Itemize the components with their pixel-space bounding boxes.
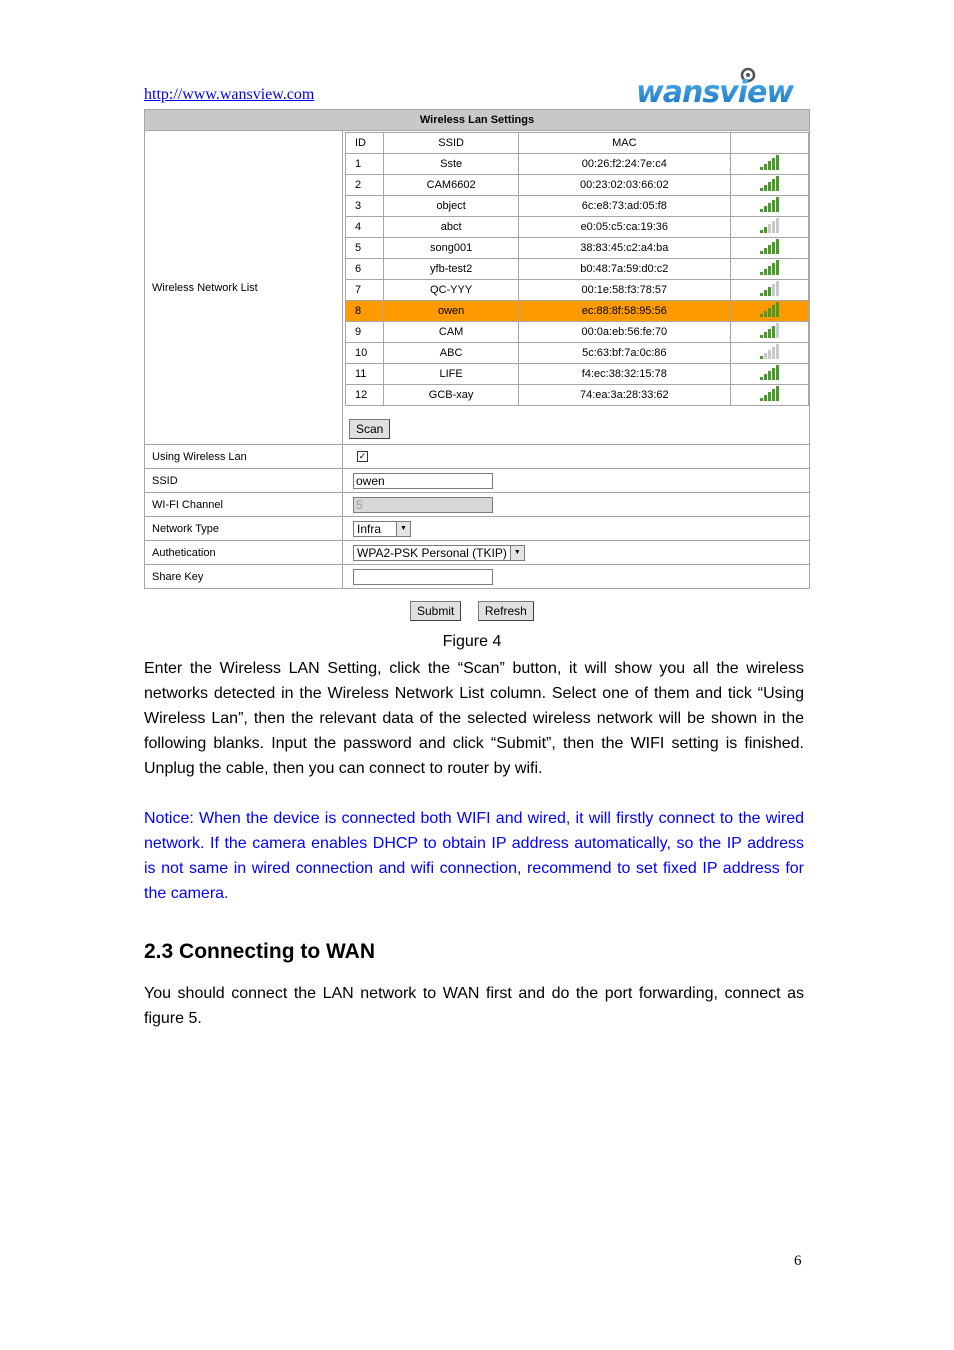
share-key-input[interactable]: [353, 569, 493, 585]
ssid-input[interactable]: [353, 473, 493, 489]
network-row[interactable]: [346, 175, 809, 196]
signal-bar: [772, 263, 775, 275]
signal-bar: [772, 389, 775, 401]
signal-bar: [760, 209, 763, 212]
chevron-down-icon[interactable]: ▼: [396, 522, 410, 536]
network-id: 9: [346, 322, 384, 343]
share-key-label: Share Key: [145, 565, 343, 589]
network-id: 12: [346, 385, 384, 406]
signal-bar: [772, 221, 775, 233]
network-id: 5: [346, 238, 384, 259]
signal-bar: [764, 332, 767, 338]
network-mac: 00:0a:eb:56:fe:70: [518, 322, 730, 343]
network-mac: ec:88:8f:58:95:56: [518, 301, 730, 322]
signal-bar: [760, 230, 763, 233]
signal-bar: [776, 323, 779, 338]
network-id: 2: [346, 175, 384, 196]
signal-bar: [776, 386, 779, 401]
column-header-ssid: SSID: [384, 133, 518, 154]
wireless-network-table: [345, 132, 809, 406]
network-type-label: Network Type: [145, 517, 343, 541]
network-type-value: Infra: [357, 521, 382, 536]
signal-bar: [772, 200, 775, 212]
authentication-select[interactable]: [353, 545, 525, 561]
signal-bar: [768, 329, 771, 338]
network-row[interactable]: [346, 343, 809, 364]
signal-bar: [776, 239, 779, 254]
network-ssid: ABC: [384, 343, 518, 364]
signal-bar: [768, 392, 771, 401]
signal-bar: [764, 164, 767, 170]
network-row[interactable]: [346, 196, 809, 217]
form-actions: [410, 601, 546, 621]
refresh-button[interactable]: Refresh: [478, 601, 534, 621]
signal-bar: [772, 284, 775, 296]
signal-bar: [768, 203, 771, 212]
signal-bar: [760, 314, 763, 317]
signal-bar: [764, 227, 767, 233]
signal-strength-icon: [760, 197, 779, 212]
network-id: 1: [346, 154, 384, 175]
network-ssid: song001: [384, 238, 518, 259]
signal-bar: [776, 281, 779, 296]
wan-paragraph: You should connect the LAN network to WAN first and do the port forwarding, connect as figure 5.: [144, 985, 804, 1027]
signal-strength-icon: [760, 323, 779, 338]
signal-bar: [760, 398, 763, 401]
network-mac: e0:05:c5:ca:19:36: [518, 217, 730, 238]
column-header-signal: [730, 133, 808, 154]
network-id: 3: [346, 196, 384, 217]
signal-strength-icon: [760, 281, 779, 296]
signal-bar: [768, 245, 771, 254]
signal-bar: [760, 251, 763, 254]
signal-bar: [768, 308, 771, 317]
signal-bar: [772, 347, 775, 359]
signal-bar: [764, 395, 767, 401]
page-number: 6: [794, 1253, 802, 1269]
signal-bar: [764, 206, 767, 212]
figure-caption: Figure 4: [442, 633, 502, 650]
network-id: 10: [346, 343, 384, 364]
network-ssid: QC-YYY: [384, 280, 518, 301]
chevron-down-icon[interactable]: ▼: [510, 546, 524, 560]
signal-bar: [776, 176, 779, 191]
signal-bar: [772, 368, 775, 380]
network-mac: 00:23:02:03:66:02: [518, 175, 730, 196]
panel-title: Wireless Lan Settings: [145, 110, 810, 131]
wireless-network-list-cell: [343, 131, 810, 445]
network-row[interactable]: [346, 238, 809, 259]
network-mac: 00:1e:58:f3:78:57: [518, 280, 730, 301]
signal-bar: [764, 185, 767, 191]
signal-strength-icon: [760, 386, 779, 401]
signal-strength-icon: [760, 260, 779, 275]
network-id: 6: [346, 259, 384, 280]
authentication-label: Authetication: [145, 541, 343, 565]
signal-bar: [776, 344, 779, 359]
signal-strength-icon: [760, 239, 779, 254]
signal-bar: [776, 155, 779, 170]
signal-bar: [772, 242, 775, 254]
network-ssid: CAM6602: [384, 175, 518, 196]
network-row[interactable]: [346, 364, 809, 385]
signal-bar: [764, 269, 767, 275]
network-id: 4: [346, 217, 384, 238]
signal-bar: [776, 302, 779, 317]
signal-bar: [764, 248, 767, 254]
network-ssid: abct: [384, 217, 518, 238]
network-row[interactable]: [346, 301, 809, 322]
ssid-label: SSID: [145, 469, 343, 493]
network-id: 7: [346, 280, 384, 301]
scan-button[interactable]: Scan: [349, 419, 390, 439]
signal-bar: [760, 272, 763, 275]
signal-bar: [772, 179, 775, 191]
using-wireless-lan-label: Using Wireless Lan: [145, 445, 343, 469]
signal-bar: [772, 326, 775, 338]
signal-bar: [772, 158, 775, 170]
network-mac: 74:ea:3a:28:33:62: [518, 385, 730, 406]
column-header-mac: MAC: [518, 133, 730, 154]
network-table-header: [346, 133, 809, 154]
signal-strength-icon: [760, 344, 779, 359]
network-ssid: GCB-xay: [384, 385, 518, 406]
signal-strength-icon: [760, 302, 779, 317]
signal-strength-icon: [760, 176, 779, 191]
signal-bar: [768, 350, 771, 359]
signal-bar: [764, 290, 767, 296]
signal-bar: [760, 167, 763, 170]
network-mac: b0:48:7a:59:d0:c2: [518, 259, 730, 280]
network-ssid: Sste: [384, 154, 518, 175]
signal-bar: [776, 218, 779, 233]
signal-strength-icon: [760, 365, 779, 380]
signal-bar: [768, 224, 771, 233]
submit-button[interactable]: Submit: [410, 601, 461, 621]
signal-bar: [764, 311, 767, 317]
signal-bar: [764, 374, 767, 380]
network-type-select[interactable]: [353, 521, 411, 537]
signal-strength-icon: [760, 218, 779, 233]
signal-bar: [776, 365, 779, 380]
signal-bar: [772, 305, 775, 317]
network-ssid: CAM: [384, 322, 518, 343]
signal-bar: [760, 377, 763, 380]
signal-bar: [768, 182, 771, 191]
wireless-lan-settings-panel: [144, 109, 810, 589]
signal-strength-icon: [760, 155, 779, 170]
network-row[interactable]: [346, 280, 809, 301]
authentication-value: WPA2-PSK Personal (TKIP): [357, 545, 507, 560]
network-ssid: owen: [384, 301, 518, 322]
notice-paragraph: Notice: When the device is connected both WIFI and wired, it will firstly connect to the wired network. If the camera enables DHCP to obtain IP address automatically, so the IP address is not same in wired connection and wifi connection, recommend to set fixed IP address for the camera.: [144, 810, 804, 902]
signal-bar: [776, 260, 779, 275]
network-row[interactable]: [346, 154, 809, 175]
wansview-logo: [634, 64, 810, 106]
network-mac: 6c:e8:73:ad:05:f8: [518, 196, 730, 217]
network-row[interactable]: [346, 322, 809, 343]
signal-bar: [760, 188, 763, 191]
network-row[interactable]: [346, 217, 809, 238]
signal-bar: [768, 371, 771, 380]
signal-bar: [768, 161, 771, 170]
signal-bar: [760, 356, 763, 359]
network-id: 8: [346, 301, 384, 322]
section-heading: 2.3 Connecting to WAN: [144, 940, 375, 963]
wifi-channel-label: WI-FI Channel: [145, 493, 343, 517]
column-header-id: ID: [346, 133, 384, 154]
network-mac: 00:26:f2:24:7e:c4: [518, 154, 730, 175]
network-ssid: LIFE: [384, 364, 518, 385]
scan-area: [343, 406, 809, 444]
website-link[interactable]: http://www.wansview.com: [144, 86, 315, 103]
wifi-channel-input: [353, 497, 493, 513]
network-mac: 5c:63:bf:7a:0c:86: [518, 343, 730, 364]
signal-bar: [768, 287, 771, 296]
network-mac: f4:ec:38:32:15:78: [518, 364, 730, 385]
network-id: 11: [346, 364, 384, 385]
wireless-network-list-label: Wireless Network List: [145, 131, 343, 445]
signal-bar: [776, 197, 779, 212]
signal-bar: [760, 293, 763, 296]
network-mac: 38:83:45:c2:a4:ba: [518, 238, 730, 259]
network-ssid: object: [384, 196, 518, 217]
instructions-paragraph: Enter the Wireless LAN Setting, click the “Scan” button, it will show you all the wireless networks detected in the Wireless Network List column. Select one of them and tick “Using Wireless Lan”, then the relevant data of the selected wireless network will be shown in the following blanks. Input the password and click “Submit”, then the WIFI setting is finished. Unplug the cable, then you can connect to router by wifi.: [144, 660, 804, 777]
signal-bar: [768, 266, 771, 275]
network-row[interactable]: [346, 259, 809, 280]
network-row[interactable]: [346, 385, 809, 406]
using-wireless-lan-checkbox[interactable]: ✓: [358, 451, 367, 462]
signal-bar: [760, 335, 763, 338]
network-ssid: yfb-test2: [384, 259, 518, 280]
signal-bar: [764, 353, 767, 359]
svg-text:wansview: wansview: [636, 75, 794, 106]
